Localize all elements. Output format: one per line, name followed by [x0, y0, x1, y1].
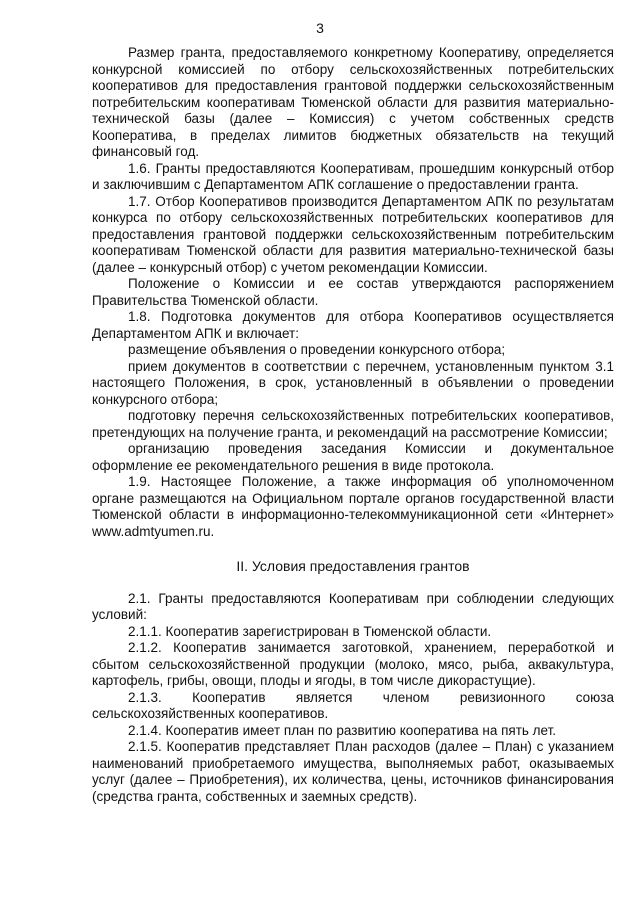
section-title: II. Условия предоставления грантов	[236, 558, 470, 574]
paragraph-grant-size: Размер гранта, предоставляемого конкретному Кооперативу, определяется конкурсной комиссией по отбору сельскохозяйственных потребительских кооперативов для предоставления грантовой поддержки сельскохозяйственным потребительским кооперативам Тюменской области для развития материально-технической базы (далее – Комиссия) с учетом собственных средств Кооператива, в пределах лимитов бюджетных обязательств на текущий финансовый год.	[92, 45, 614, 159]
paragraph-1-6: 1.6. Гранты предоставляются Кооперативам, прошедшим конкурсный отбор и заключившим с Департаментом АПК соглашение о предоставлении гранта.	[92, 160, 614, 192]
document-body	[92, 45, 614, 805]
paragraph-2-1-3: 2.1.3. Кооператив является членом ревизионного союза сельскохозяйственных кооперативов.	[92, 689, 614, 721]
paragraph-2-1-5: 2.1.5. Кооператив представляет План расходов (далее – План) с указанием наименований приобретаемого имущества, выполняемых работ, оказываемых услуг (далее – Приобретения), их количества, цены, источников финансирования (средства гранта, собственных и заемных средств).	[92, 739, 614, 804]
paragraph-1-8-item-2: прием документов в соответствии с перечнем, установленным пунктом 3.1 настоящего Положения, в срок, установленный в объявлении о проведении конкурсного отбора;	[92, 358, 614, 407]
paragraph-commission-regulation: Положение о Комиссии и ее состав утверждаются распоряжением Правительства Тюменской области.	[92, 276, 614, 308]
paragraph-1-7: 1.7. Отбор Кооперативов производится Департаментом АПК по результатам конкурса по отбору сельскохозяйственных потребительских кооперативов для предоставления грантовой поддержки сельскохозяйственным потребительским кооперативам Тюменской области для развития материально-технической базы (далее – конкурсный отбор) с учетом рекомендации Комиссии.	[92, 193, 614, 275]
paragraph-2-1-4: 2.1.4. Кооператив имеет план по развитию кооператива на пять лет.	[128, 722, 557, 738]
paragraph-2-1: 2.1. Гранты предоставляются Кооперативам при соблюдении следующих условий:	[92, 590, 614, 622]
paragraph-1-8: 1.8. Подготовка документов для отбора Кооперативов осуществляется Департаментом АПК и включает:	[92, 309, 614, 341]
paragraph-1-8-item-3: подготовку перечня сельскохозяйственных потребительских кооперативов, претендующих на получение гранта, и рекомендаций на рассмотрение Комиссии;	[92, 408, 614, 440]
paragraph-2-1-2: 2.1.2. Кооператив занимается заготовкой, хранением, переработкой и сбытом сельскохозяйственной продукции (молоко, мясо, рыба, аквакультура, картофель, грибы, овощи, плоды и ягоды, в том числе дикорастущие).	[92, 640, 614, 688]
paragraph-1-8-item-4: организацию проведения заседания Комиссии и документальное оформление ее рекомендательного решения в виде протокола.	[92, 441, 614, 473]
paragraph-1-8-item-1: размещение объявления о проведении конкурсного отбора;	[128, 342, 506, 357]
paragraph-2-1-1: 2.1.1. Кооператив зарегистрирован в Тюменской области.	[128, 623, 492, 639]
page-number: 3	[316, 20, 324, 36]
paragraph-1-9: 1.9. Настоящее Положение, а также информация об уполномоченном органе размещаются на Официальном портале органов государственной власти Тюменской области в информационно-телекоммуникационной сети «Интернет» www.admtyumen.ru.	[92, 474, 614, 539]
